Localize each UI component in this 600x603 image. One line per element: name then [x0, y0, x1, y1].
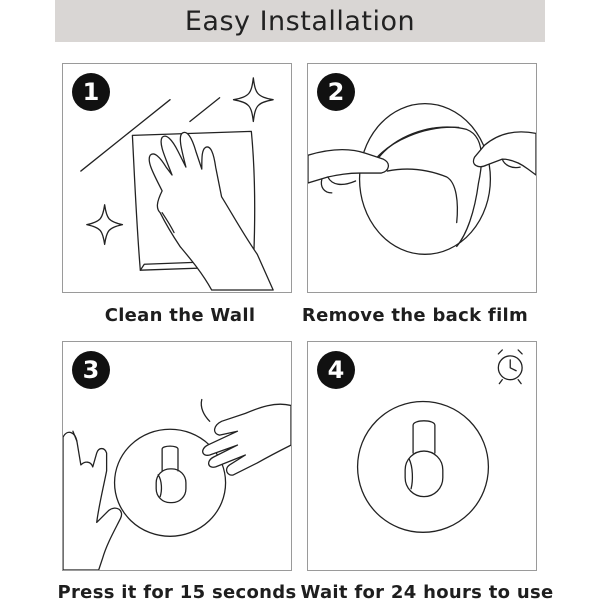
sparkle-icon — [87, 205, 123, 245]
step-caption: Wait for 24 hours to use — [300, 582, 554, 603]
step-number-badge: 4 — [317, 351, 355, 389]
page-title: Easy Installation — [184, 5, 416, 37]
step-number-badge: 2 — [317, 73, 355, 111]
step-panel-1 — [62, 63, 292, 293]
step-number-badge: 3 — [72, 351, 110, 389]
step-caption: Press it for 15 seconds — [57, 582, 297, 603]
step-caption: Clean the Wall — [104, 305, 256, 326]
step-number-badge: 1 — [72, 73, 110, 111]
alarm-clock-icon — [498, 350, 522, 384]
title-banner — [55, 0, 545, 42]
adhesive-disc-icon — [360, 104, 491, 255]
step-panel-2 — [307, 63, 537, 293]
step-caption: Remove the back film — [301, 305, 529, 326]
step-panel-3 — [62, 341, 292, 571]
step-panel-4 — [307, 341, 537, 571]
sparkle-icon — [234, 78, 274, 122]
hook-icon — [156, 446, 186, 503]
